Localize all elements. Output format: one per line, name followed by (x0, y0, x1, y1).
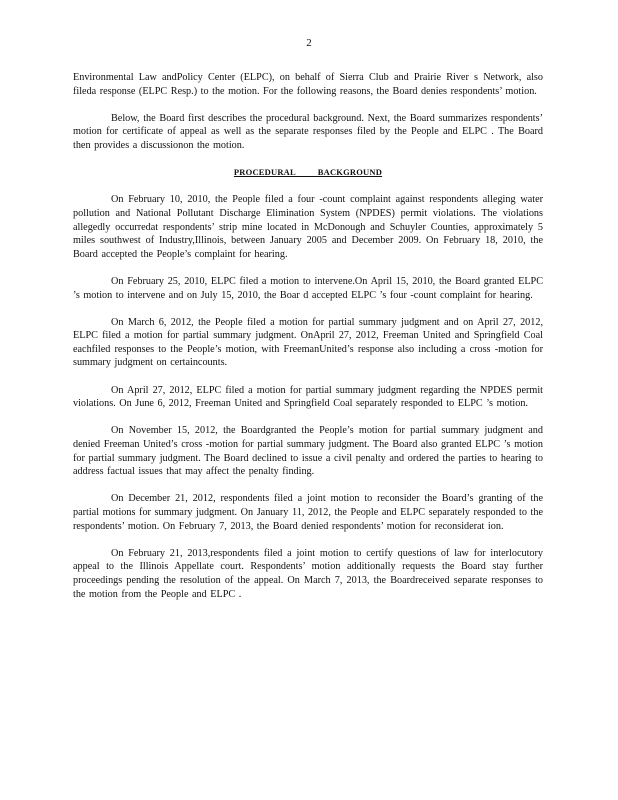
paragraph-continuation: Environmental Law andPolicy Center (ELPC), on behalf of Sierra Club and Prairie River s Network, also fileda response (ELPC Resp.) to the motion. For the following reasons, the Board denies respondents’ motion. (73, 72, 543, 97)
section-heading: PROCEDURAL BACKGROUND (233, 167, 383, 178)
paragraph-npdes-motion: On April 27, 2012, ELPC filed a motion for partial summary judgment regarding the NPDES permit violations. On June 6, 2012, Freeman United and Springfield Coal separately responded to ELPC ’s motion. (73, 384, 543, 410)
paragraph-summary-judgment-motions: On March 6, 2012, the People filed a motion for partial summary judgment and on April 27, 2012, ELPC filed a motion for partial summary judgment. OnApril 27, 2012, Freeman United and Springfield Coal eachfiled responses to the People’s motion, with FreemanUnited’s response also including a cross -motion for summary judgment on certaincounts. (73, 316, 543, 369)
page-number: 2 (306, 37, 312, 49)
paragraph-overview: Below, the Board first describes the procedural background. Next, the Board summarizes respondents’ motion for certificate of appeal as well as the separate responses filed by the People and ELPC . The Board then provides a discussionon the motion. (73, 112, 543, 151)
paragraph-reconsider: On December 21, 2012, respondents filed a joint motion to reconsider the Board’s granting of the partial motions for summary judgment. On January 11, 2012, the People and ELPC separately responded to the respondents’ motion. On February 7, 2013, the Board denied respondents’ motion for reconsiderat ion. (73, 493, 543, 532)
paragraph-certify-questions: On February 21, 2013,respondents filed a joint motion to certify questions of law for interlocutory appeal to the Illinois Appellate court. Respondents’ motion additionally requests the Board stay further proceedings pending the resolution of the appeal. On March 7, 2013, the Boardreceived separate responses to the motion from the People and ELPC . (73, 547, 543, 600)
paragraph-intervene: On February 25, 2010, ELPC filed a motion to intervene.On April 15, 2010, the Board granted ELPC ’s motion to intervene and on July 15, 2010, the Boar d accepted ELPC ’s four -count complaint for hearing. (73, 275, 543, 301)
paragraph-complaint: On February 10, 2010, the People filed a four -count complaint against respondents alleging water pollution and National Pollutant Discharge Elimination System (NPDES) permit violations. The violations allegedly occurredat respondents’ strip mine located in McDonough and Schuyler Counties, approximately 5 miles southwest of Industry,Illinois, between January 2005 and December 2009. On February 18, 2010, the Board accepted the People’s complaint for hearing. (73, 194, 543, 260)
paragraph-board-ruling: On November 15, 2012, the Boardgranted the People’s motion for partial summary judgment and denied Freeman United’s cross -motion for partial summary judgment. The Board also granted ELPC ’s motion for partial summary judgment. The Board declined to issue a civil penalty and ordered the parties to hearing to address factual issues that may affect the penalty finding. (73, 425, 543, 478)
document-body (73, 71, 543, 615)
